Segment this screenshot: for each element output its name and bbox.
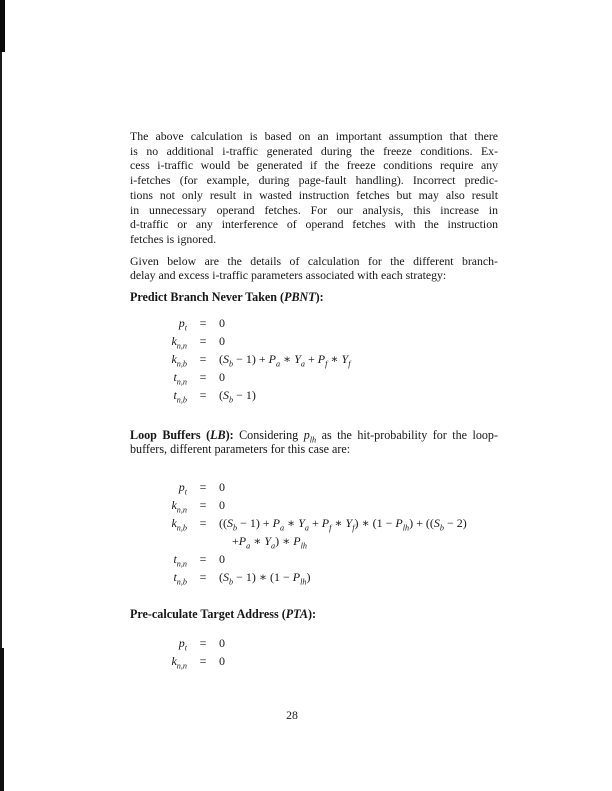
- page-number: 28: [286, 707, 298, 722]
- equation-relation: =: [199, 516, 207, 531]
- equation-lhs: $k_{n,b}$: [171, 351, 187, 369]
- text-line: Given below are the details of calculation for the different branch-: [130, 253, 498, 268]
- equation-block-loop-buffers: [130, 478, 498, 586]
- text-line: in unnecessary operand fetches. For our analysis, this increase in: [130, 202, 498, 217]
- text-line: d-traffic or any interference of operand fetches with the instruction: [130, 217, 498, 232]
- equation-row: [130, 386, 498, 404]
- section-heading-pbnt: Predict Branch Never Taken (PBNT):: [130, 290, 324, 305]
- text-line: fetches is ignored.: [130, 231, 217, 246]
- equation-lhs: $t_{n,b}$: [173, 570, 187, 587]
- equation-relation: =: [199, 635, 207, 650]
- text-line: i-fetches (for example, during page-fault handling). Incorrect predic-: [130, 173, 498, 188]
- equation-relation: =: [199, 333, 207, 348]
- equation-lhs: $k_{n,b}$: [171, 516, 187, 533]
- equation-relation: =: [199, 351, 207, 366]
- equation-relation: =: [199, 498, 207, 513]
- equation-rhs: $(S_b - 1)$: [219, 387, 256, 405]
- equation-row: [130, 350, 498, 368]
- equation-rhs: $(S_b - 1) + P_a$ ∗ $Y_a + P_f$ ∗ $Y_f$: [219, 351, 351, 369]
- equation-relation: =: [199, 387, 207, 402]
- equation-rhs: 0: [219, 653, 225, 668]
- equation-lhs: $t_{n,n}$: [173, 552, 187, 569]
- equation-rhs: 0: [219, 480, 225, 495]
- equation-row: [130, 368, 498, 386]
- equation-row: [130, 332, 498, 350]
- equation-rhs: 0: [219, 315, 225, 330]
- text-line: cess i-traffic would be generated if the freeze conditions require any: [130, 158, 498, 173]
- equation-lhs: $k_{n,n}$: [171, 498, 187, 515]
- equation-lhs: $t_{n,n}$: [173, 369, 187, 387]
- equation-relation: =: [199, 653, 207, 668]
- equation-rhs: $(S_b - 1)$ ∗ $(1 - P_{lh})$: [219, 570, 311, 587]
- equation-row: [130, 514, 498, 550]
- text-line: The above calculation is based on an important assumption that there: [130, 129, 498, 143]
- equation-rhs-continuation: $+P_a$ ∗ $Y_a$) ∗ $P_{lh}$: [232, 534, 307, 551]
- equation-block-pbnt: [130, 314, 498, 404]
- equation-block-pta: [130, 634, 498, 670]
- paragraph-assumption: [130, 129, 498, 247]
- equation-row: [130, 314, 498, 332]
- equation-relation: =: [199, 315, 207, 330]
- scan-artifact-top-left-patch: [0, 0, 5, 52]
- equation-lhs: $k_{n,n}$: [171, 653, 187, 671]
- equation-lhs: $p_t$: [178, 635, 187, 653]
- equation-lhs: $p_t$: [178, 315, 187, 333]
- equation-row: [130, 496, 498, 514]
- scan-artifact-bottom-left-patch: [0, 648, 4, 791]
- equation-row: [130, 550, 498, 568]
- equation-relation: =: [199, 480, 207, 495]
- paragraph-given-below: [130, 254, 498, 283]
- equation-row: [130, 652, 498, 670]
- document-page: [130, 129, 498, 723]
- text-line: delay and excess i-traffic parameters associated with each strategy:: [130, 268, 447, 283]
- equation-row: [130, 568, 498, 586]
- equation-lhs: $p_t$: [178, 480, 187, 497]
- equation-row: [130, 634, 498, 652]
- equation-rhs: 0: [219, 498, 225, 513]
- equation-relation: =: [199, 570, 207, 585]
- equation-rhs: 0: [219, 333, 225, 348]
- equation-relation: =: [199, 369, 207, 384]
- equation-relation: =: [199, 552, 207, 567]
- equation-rhs: 0: [219, 635, 225, 650]
- equation-rhs: 0: [219, 552, 225, 567]
- section-heading-pta: Pre-calculate Target Address (PTA):: [130, 607, 316, 622]
- equation-lhs: $k_{n,n}$: [171, 333, 187, 351]
- equation-row: [130, 478, 498, 496]
- equation-rhs: ($(S_b - 1) + P_a$ ∗ $Y_a + P_f$ ∗ $Y_f$) ∗ $(1 - P_{lh}) + ((S_b - 2)$: [219, 516, 467, 533]
- section-heading-loop-buffers: Loop Buffers (LB): Considering $p_{lh}$ as the hit-probability for the loop-buffers, different parameters for this case are:: [130, 427, 499, 457]
- text-line: is no additional i-traffic generated during the freeze conditions. Ex-: [130, 143, 498, 158]
- equation-lhs: $t_{n,b}$: [173, 387, 187, 405]
- text-line: tions not only result in wasted instruction fetches but may also result: [130, 187, 498, 202]
- equation-rhs: 0: [219, 369, 225, 384]
